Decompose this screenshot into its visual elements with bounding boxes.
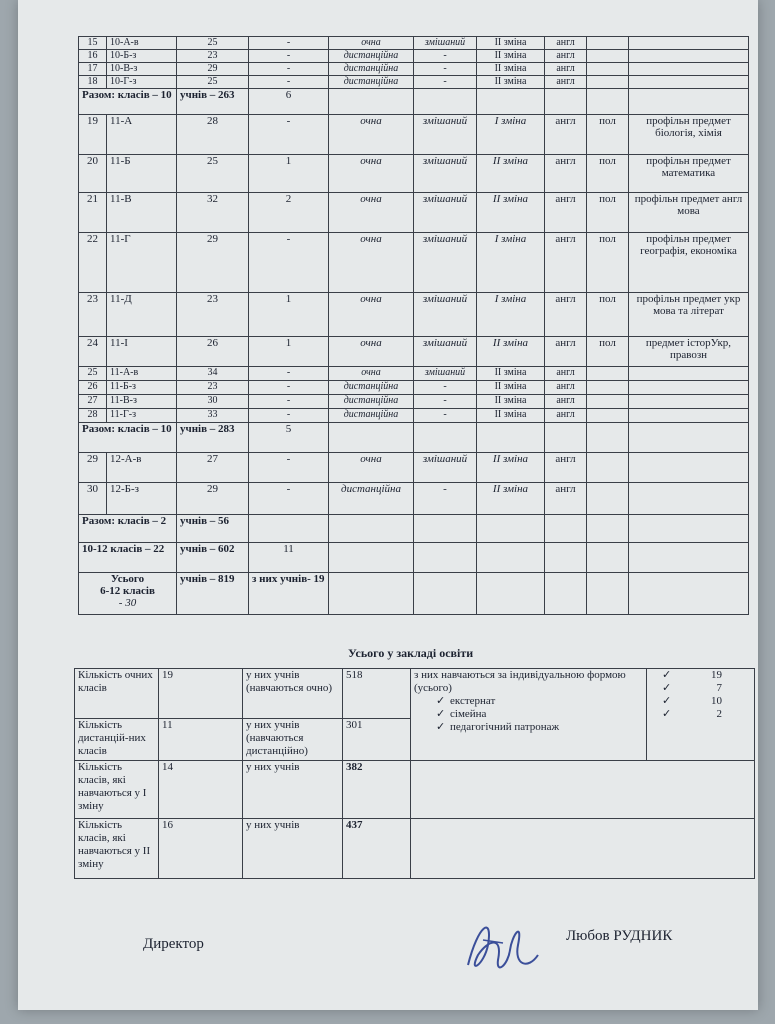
language: англ — [545, 63, 587, 76]
class-name: 11-Д — [107, 293, 177, 337]
study-form: очна — [329, 367, 414, 381]
row-number: 24 — [79, 337, 107, 367]
table-row — [79, 155, 749, 193]
study-form: дистанційна — [329, 381, 414, 395]
study-form: очна — [329, 115, 414, 155]
study-form: очна — [329, 37, 414, 50]
study-type: - — [414, 76, 477, 89]
pupil-count: 25 — [177, 76, 249, 89]
extra-count: - — [249, 76, 329, 89]
empty-cell — [329, 543, 414, 573]
extra-count: - — [249, 483, 329, 515]
empty-cell — [587, 573, 629, 615]
empty-cell — [414, 515, 477, 543]
check-icon: ✓ — [662, 695, 672, 707]
shift: ІІ зміна — [477, 483, 545, 515]
summary-value: 301 — [343, 719, 411, 761]
subtotal-label: Разом: класів – 10 — [79, 423, 177, 453]
summary-row-shift-1 — [75, 761, 755, 819]
second-language — [587, 50, 629, 63]
row-number: 18 — [79, 76, 107, 89]
class-name: 11-І — [107, 337, 177, 367]
row-number: 21 — [79, 193, 107, 233]
shift: І зміна — [477, 293, 545, 337]
empty-cell — [629, 515, 749, 543]
pupil-count: 27 — [177, 453, 249, 483]
empty-cell — [587, 423, 629, 453]
table-row — [79, 409, 749, 423]
pupil-count: 30 — [177, 395, 249, 409]
summary-desc: у них учнів — [243, 819, 343, 879]
empty-cell — [477, 89, 545, 115]
study-form: очна — [329, 293, 414, 337]
study-type: - — [414, 483, 477, 515]
summary-count: 14 — [159, 761, 243, 819]
empty-cell — [545, 423, 587, 453]
empty-cell — [629, 423, 749, 453]
empty-cell — [477, 543, 545, 573]
class-name: 10-В-з — [107, 63, 177, 76]
language: англ — [545, 453, 587, 483]
summary-table — [74, 668, 755, 879]
row-number: 26 — [79, 381, 107, 395]
summary-desc: у них учнів (навчаються очно) — [243, 669, 343, 719]
individual-value: ✓ 19 — [662, 669, 722, 681]
row-number: 29 — [79, 453, 107, 483]
shift: ІІ зміна — [477, 155, 545, 193]
table-row — [79, 115, 749, 155]
row-number: 27 — [79, 395, 107, 409]
study-form: дистанційна — [329, 76, 414, 89]
profile-note — [629, 395, 749, 409]
language: англ — [545, 381, 587, 395]
document-page — [18, 0, 758, 1010]
class-name: 11-Г-з — [107, 409, 177, 423]
subtotal-extra: 11 — [249, 543, 329, 573]
empty-cell — [545, 573, 587, 615]
row-number: 15 — [79, 37, 107, 50]
class-name: 11-В — [107, 193, 177, 233]
empty-cell — [629, 543, 749, 573]
language: англ — [545, 76, 587, 89]
second-language: пол — [587, 193, 629, 233]
study-form: дистанційна — [329, 483, 414, 515]
profile-note: профільн предмет англ мова — [629, 193, 749, 233]
extra-count: - — [249, 37, 329, 50]
check-icon: ✓ — [436, 695, 446, 707]
language: англ — [545, 115, 587, 155]
summary-label: Кількість дистанцій-них класів — [75, 719, 159, 761]
study-type: змішаний — [414, 233, 477, 293]
shift: ІІ зміна — [477, 50, 545, 63]
language: англ — [545, 233, 587, 293]
table-row — [79, 395, 749, 409]
study-form: дистанційна — [329, 63, 414, 76]
second-language: пол — [587, 115, 629, 155]
subtotal-label: Разом: класів – 10 — [79, 89, 177, 115]
row-number: 22 — [79, 233, 107, 293]
extra-count: - — [249, 395, 329, 409]
extra-count: 1 — [249, 337, 329, 367]
shift: ІІ зміна — [477, 63, 545, 76]
language: англ — [545, 337, 587, 367]
extra-count: - — [249, 50, 329, 63]
extra-count: - — [249, 367, 329, 381]
subtotal-extra: 6 — [249, 89, 329, 115]
second-language — [587, 37, 629, 50]
pupil-count: 29 — [177, 233, 249, 293]
second-language: пол — [587, 293, 629, 337]
study-type: - — [414, 409, 477, 423]
extra-count: 1 — [249, 293, 329, 337]
second-language — [587, 409, 629, 423]
table-row — [79, 50, 749, 63]
empty-cell — [477, 515, 545, 543]
pupil-count: 23 — [177, 50, 249, 63]
summary-label: Кількість класів, які навчаються у ІІ зміну — [75, 819, 159, 879]
subtotal-pupils: учнів – 56 — [177, 515, 249, 543]
study-type: - — [414, 395, 477, 409]
classes-table — [78, 36, 749, 615]
second-language: пол — [587, 233, 629, 293]
subtotal-row — [79, 89, 749, 115]
pupil-count: 29 — [177, 483, 249, 515]
study-form: дистанційна — [329, 50, 414, 63]
shift: ІІ зміна — [477, 76, 545, 89]
shift: ІІ зміна — [477, 337, 545, 367]
second-language — [587, 483, 629, 515]
profile-note: предмет історУкр, правозн — [629, 337, 749, 367]
extra-count: - — [249, 63, 329, 76]
table-row — [79, 337, 749, 367]
check-icon: ✓ — [662, 708, 672, 720]
check-icon: ✓ — [662, 682, 672, 694]
language: англ — [545, 409, 587, 423]
second-language — [587, 63, 629, 76]
summary-desc: у них учнів — [243, 761, 343, 819]
extra-count: 1 — [249, 155, 329, 193]
empty-cell — [545, 89, 587, 115]
profile-note — [629, 50, 749, 63]
profile-note: профільн предмет біологія, хімія — [629, 115, 749, 155]
class-name: 11-Б-з — [107, 381, 177, 395]
empty-cell — [587, 89, 629, 115]
table-row — [79, 37, 749, 50]
empty-cell — [587, 515, 629, 543]
class-name: 10-А-в — [107, 37, 177, 50]
summary-label: Кількість очних класів — [75, 669, 159, 719]
subtotal-pupils: учнів – 602 — [177, 543, 249, 573]
pupil-count: 25 — [177, 155, 249, 193]
pupil-count: 32 — [177, 193, 249, 233]
pupil-count: 23 — [177, 293, 249, 337]
check-icon: ✓ — [436, 708, 446, 720]
summary-value: 518 — [343, 669, 411, 719]
grand-total-pupils: учнів – 819 — [177, 573, 249, 615]
subtotal-pupils: учнів – 283 — [177, 423, 249, 453]
shift: І зміна — [477, 233, 545, 293]
shift: ІІ зміна — [477, 37, 545, 50]
empty-cell — [545, 543, 587, 573]
extra-count: - — [249, 453, 329, 483]
table-row — [79, 193, 749, 233]
second-language — [587, 453, 629, 483]
summary-count: 11 — [159, 719, 243, 761]
individual-item: ✓ екстернат — [436, 695, 496, 707]
individual-values — [647, 669, 755, 761]
shift: ІІ зміна — [477, 395, 545, 409]
class-name: 11-А — [107, 115, 177, 155]
shift: ІІ зміна — [477, 381, 545, 395]
profile-note — [629, 381, 749, 395]
subtotal-row — [79, 515, 749, 543]
profile-note — [629, 453, 749, 483]
study-type: - — [414, 63, 477, 76]
profile-note — [629, 483, 749, 515]
pupil-count: 33 — [177, 409, 249, 423]
profile-note — [629, 409, 749, 423]
summary-label: Кількість класів, які навчаються у І зміну — [75, 761, 159, 819]
extra-count: - — [249, 381, 329, 395]
class-name: 10-Г-з — [107, 76, 177, 89]
study-form: очна — [329, 453, 414, 483]
individual-item: ✓ педагогічний патронаж — [436, 721, 560, 733]
table-row — [79, 453, 749, 483]
extra-count: 2 — [249, 193, 329, 233]
section-heading: Усього у закладі освіти — [348, 646, 474, 660]
empty-cell — [629, 573, 749, 615]
study-form: очна — [329, 193, 414, 233]
study-type: змішаний — [414, 193, 477, 233]
row-number: 30 — [79, 483, 107, 515]
class-name: 10-Б-з — [107, 50, 177, 63]
class-name: 11-Б — [107, 155, 177, 193]
subtotal-row — [79, 423, 749, 453]
summary-count: 16 — [159, 819, 243, 879]
check-icon: ✓ — [436, 721, 446, 733]
study-form: дистанційна — [329, 409, 414, 423]
second-language — [587, 367, 629, 381]
empty-cell — [329, 89, 414, 115]
language: англ — [545, 293, 587, 337]
empty-cell — [545, 515, 587, 543]
language: англ — [545, 395, 587, 409]
language: англ — [545, 483, 587, 515]
subtotal-extra — [249, 515, 329, 543]
empty-cell — [329, 515, 414, 543]
profile-note — [629, 367, 749, 381]
table-row — [79, 63, 749, 76]
row-number: 25 — [79, 367, 107, 381]
extra-count: - — [249, 233, 329, 293]
table-row — [79, 76, 749, 89]
second-language — [587, 381, 629, 395]
study-form: очна — [329, 155, 414, 193]
study-type: змішаний — [414, 155, 477, 193]
study-type: - — [414, 381, 477, 395]
row-number: 28 — [79, 409, 107, 423]
language: англ — [545, 155, 587, 193]
class-name: 12-А-в — [107, 453, 177, 483]
profile-note: профільн предмет географія, економіка — [629, 233, 749, 293]
class-name: 11-В-з — [107, 395, 177, 409]
director-label: Директор — [143, 936, 204, 952]
empty-cell — [414, 423, 477, 453]
study-type: - — [414, 50, 477, 63]
profile-note: профільн предмет математика — [629, 155, 749, 193]
extra-count: - — [249, 115, 329, 155]
individual-item: ✓ сімейна — [436, 708, 487, 720]
study-form: очна — [329, 337, 414, 367]
second-language: пол — [587, 337, 629, 367]
second-language — [587, 76, 629, 89]
table-row — [79, 233, 749, 293]
individual-value: ✓ 7 — [662, 682, 722, 694]
profile-note — [629, 76, 749, 89]
empty-cell — [414, 89, 477, 115]
empty-cell — [587, 543, 629, 573]
shift: ІІ зміна — [477, 367, 545, 381]
shift: ІІ зміна — [477, 409, 545, 423]
pupil-count: 28 — [177, 115, 249, 155]
subtotal-label: 10-12 класів – 22 — [79, 543, 177, 573]
study-type: змішаний — [414, 367, 477, 381]
pupil-count: 25 — [177, 37, 249, 50]
empty-cell — [629, 89, 749, 115]
pupil-count: 34 — [177, 367, 249, 381]
check-icon: ✓ — [662, 669, 672, 681]
language: англ — [545, 37, 587, 50]
empty-cell — [329, 573, 414, 615]
pupil-count: 23 — [177, 381, 249, 395]
language: англ — [545, 193, 587, 233]
profile-note: профільн предмет укр мова та літерат — [629, 293, 749, 337]
study-form: очна — [329, 233, 414, 293]
empty-cell — [329, 423, 414, 453]
individual-value: ✓ 10 — [662, 695, 722, 707]
second-language: пол — [587, 155, 629, 193]
individual-value: ✓ 2 — [662, 708, 722, 720]
table-row — [79, 293, 749, 337]
profile-note — [629, 37, 749, 50]
pupil-count: 26 — [177, 337, 249, 367]
row-number: 16 — [79, 50, 107, 63]
class-name: 12-Б-з — [107, 483, 177, 515]
summary-value: 382 — [343, 761, 411, 819]
empty-cell — [414, 543, 477, 573]
shift: І зміна — [477, 115, 545, 155]
summary-value: 437 — [343, 819, 411, 879]
study-type: змішаний — [414, 337, 477, 367]
subtotal-pupils: учнів – 263 — [177, 89, 249, 115]
grand-total-extra: з них учнів- 19 — [249, 573, 329, 615]
signature-image — [448, 905, 548, 985]
shift: ІІ зміна — [477, 453, 545, 483]
subtotal-label: Разом: класів – 2 — [79, 515, 177, 543]
individual-title: з них навчаються за індивідуальною формою (усього) — [414, 669, 626, 694]
study-type: змішаний — [414, 293, 477, 337]
second-language — [587, 395, 629, 409]
study-form: дистанційна — [329, 395, 414, 409]
row-number: 20 — [79, 155, 107, 193]
class-name: 11-А-в — [107, 367, 177, 381]
grand-total-row — [79, 573, 749, 615]
extra-count: - — [249, 409, 329, 423]
study-type: змішаний — [414, 37, 477, 50]
summary-row-shift-2 — [75, 819, 755, 879]
language: англ — [545, 367, 587, 381]
subtotal-row — [79, 543, 749, 573]
study-type: змішаний — [414, 115, 477, 155]
subtotal-extra: 5 — [249, 423, 329, 453]
shift: ІІ зміна — [477, 193, 545, 233]
row-number: 19 — [79, 115, 107, 155]
profile-note — [629, 63, 749, 76]
table-row — [79, 483, 749, 515]
table-row — [79, 367, 749, 381]
empty-cell — [477, 573, 545, 615]
language: англ — [545, 50, 587, 63]
pupil-count: 29 — [177, 63, 249, 76]
class-name: 11-Г — [107, 233, 177, 293]
row-number: 17 — [79, 63, 107, 76]
grand-total-label: Усього 6-12 класів - 30 — [79, 573, 177, 615]
summary-count: 19 — [159, 669, 243, 719]
row-number: 23 — [79, 293, 107, 337]
table-row — [79, 381, 749, 395]
study-type: змішаний — [414, 453, 477, 483]
individual-block — [411, 669, 647, 761]
summary-desc: у них учнів (навчаються дистанційно) — [243, 719, 343, 761]
summary-row-full-time — [75, 669, 755, 719]
empty-cell — [414, 573, 477, 615]
director-name: Любов РУДНИК — [566, 928, 673, 944]
empty-cell — [477, 423, 545, 453]
